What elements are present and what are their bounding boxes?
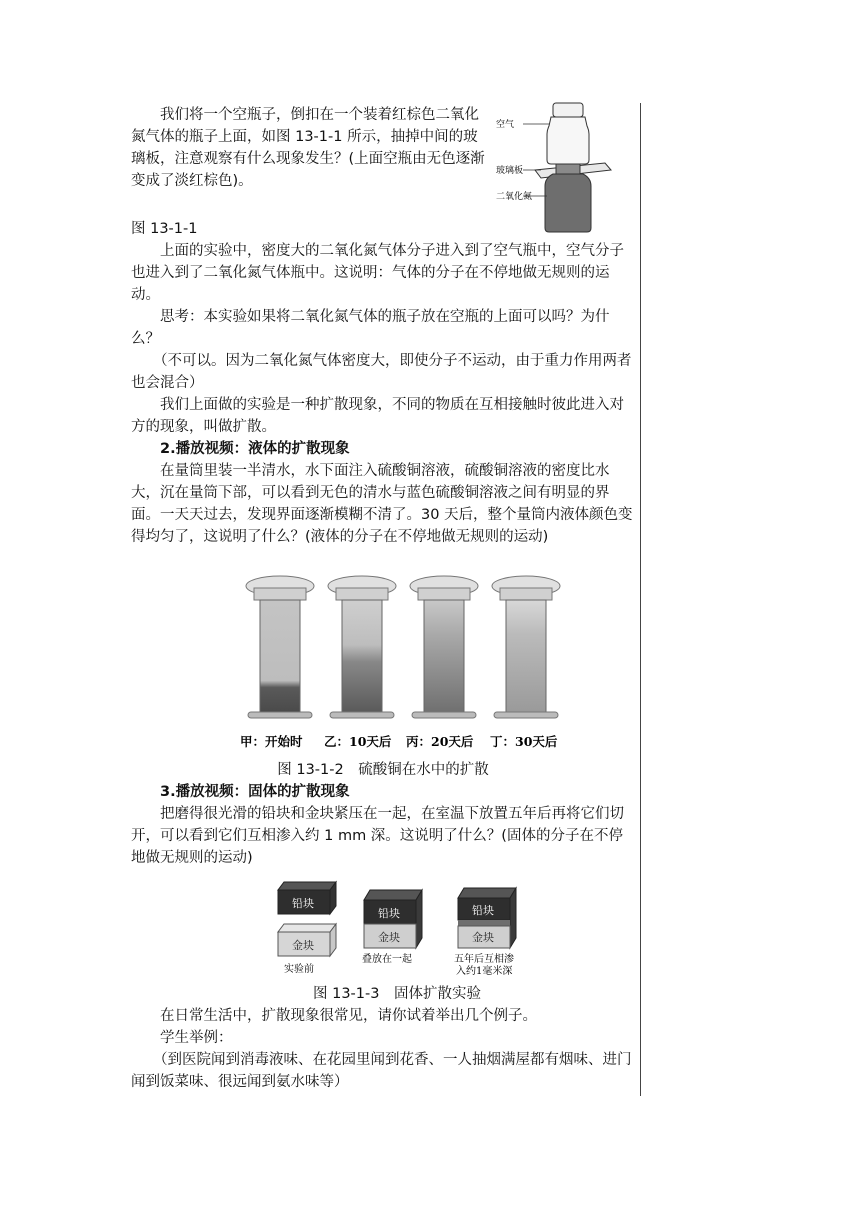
block-stacked — [364, 890, 422, 948]
label-after-line-1: 五年后互相渗 — [454, 954, 514, 965]
heading-solid-diffusion: 3.播放视频：固体的扩散现象 — [160, 784, 350, 800]
label-after-line-2: 入约1毫米深 — [456, 966, 513, 977]
figure-solid-blocks — [272, 878, 532, 980]
table-border-right — [640, 103, 641, 1096]
svg-text:金块: 金块 — [378, 931, 400, 944]
body-text-block-3 — [131, 1005, 637, 1093]
figure-gas-bottles — [495, 100, 625, 235]
paragraph-gas-diffusion: 上面的实验中，密度大的二氧化氮气体分子进入到了空气瓶中，空气分子也进入到了二氧化氮气体瓶中。这说明：气体的分子在不停地做无规则的运动。 — [131, 243, 624, 303]
block-after-five-years — [458, 888, 516, 948]
cylinder-start — [246, 576, 314, 718]
svg-text:金块: 金块 — [292, 939, 314, 952]
svg-text:金块: 金块 — [472, 931, 494, 944]
label-before: 实验前 — [284, 964, 314, 975]
cylinder-30-days — [492, 576, 560, 718]
cylinder-10-days — [328, 576, 396, 718]
label-start: 甲：开始时 — [240, 734, 303, 749]
figure-caption-13-1-3: 图 13-1-3 固体扩散实验 — [313, 986, 481, 1002]
label-nitrogen-dioxide: 二氧化氮 — [496, 192, 533, 202]
block-lead-before — [278, 882, 336, 914]
paragraph-examples-list: （到医院闻到消毒液味、在花园里闻到花香、一人抽烟满屋都有烟味、进门闻到饭菜味、很远闻到氨水味等） — [131, 1052, 632, 1090]
paragraph-intro: 我们将一个空瓶子，倒扣在一个装着红棕色二氧化氮气体的瓶子上面，如图 13-1-1 所示，抽掉中间的玻璃板，注意观察有什么现象发生？(上面空瓶由无色逐渐变成了淡红棕色)。 — [131, 107, 485, 189]
svg-text:铅块: 铅块 — [378, 907, 400, 920]
label-air: 空气 — [496, 120, 515, 130]
body-text-block-1 — [131, 240, 635, 548]
label-glass-plate: 玻璃板 — [496, 166, 524, 176]
paragraph-everyday: 在日常生活中，扩散现象很常见，请你试着举出几个例子。 — [160, 1008, 537, 1024]
paragraph-question: 思考：本实验如果将二氧化氮气体的瓶子放在空瓶的上面可以吗？为什么？ — [131, 309, 610, 347]
paragraph-definition: 我们上面做的实验是一种扩散现象，不同的物质在互相接触时彼此进入对方的现象，叫做扩散。 — [131, 397, 624, 435]
figure-caption-13-1-2: 图 13-1-2 硫酸铜在水中的扩散 — [277, 762, 489, 778]
label-10-days: 乙：10天后 — [324, 734, 392, 749]
svg-text:铅块: 铅块 — [292, 897, 314, 910]
block-gold-before — [278, 924, 336, 956]
cylinder-20-days — [410, 576, 478, 718]
label-30-days: 丁：30天后 — [490, 734, 558, 749]
paragraph-liquid: 在量筒里装一半清水，水下面注入硫酸铜溶液，硫酸铜溶液的密度比水大，沉在量筒下部，可以看到无色的清水与蓝色硫酸铜溶液之间有明显的界面。一天天过去，发现界面逐渐模糊不清了。30 天后，整个量筒内液体颜色变得均匀了，这说明了什么？(液体的分子在不停地做无规则的运动) — [131, 463, 633, 545]
paragraph-student-examples: 学生举例： — [160, 1030, 233, 1046]
figure-caption-13-1-1: 图 13-1-1 — [131, 221, 198, 237]
figure-copper-sulfate-cylinders — [238, 572, 568, 754]
body-text-block-2 — [131, 781, 637, 869]
label-stacked: 叠放在一起 — [362, 954, 412, 965]
label-20-days: 丙：20天后 — [406, 734, 474, 749]
svg-text:铅块: 铅块 — [472, 904, 494, 917]
paragraph-answer: （不可以。因为二氧化氮气体密度大，即使分子不运动，由于重力作用两者也会混合） — [131, 353, 632, 391]
paragraph-solid: 把磨得很光滑的铅块和金块紧压在一起，在室温下放置五年后再将它们切开，可以看到它们互相渗入约 1 mm 深。这说明了什么？(固体的分子在不停地做无规则的运动) — [131, 806, 624, 866]
heading-liquid-diffusion: 2.播放视频：液体的扩散现象 — [160, 441, 350, 457]
